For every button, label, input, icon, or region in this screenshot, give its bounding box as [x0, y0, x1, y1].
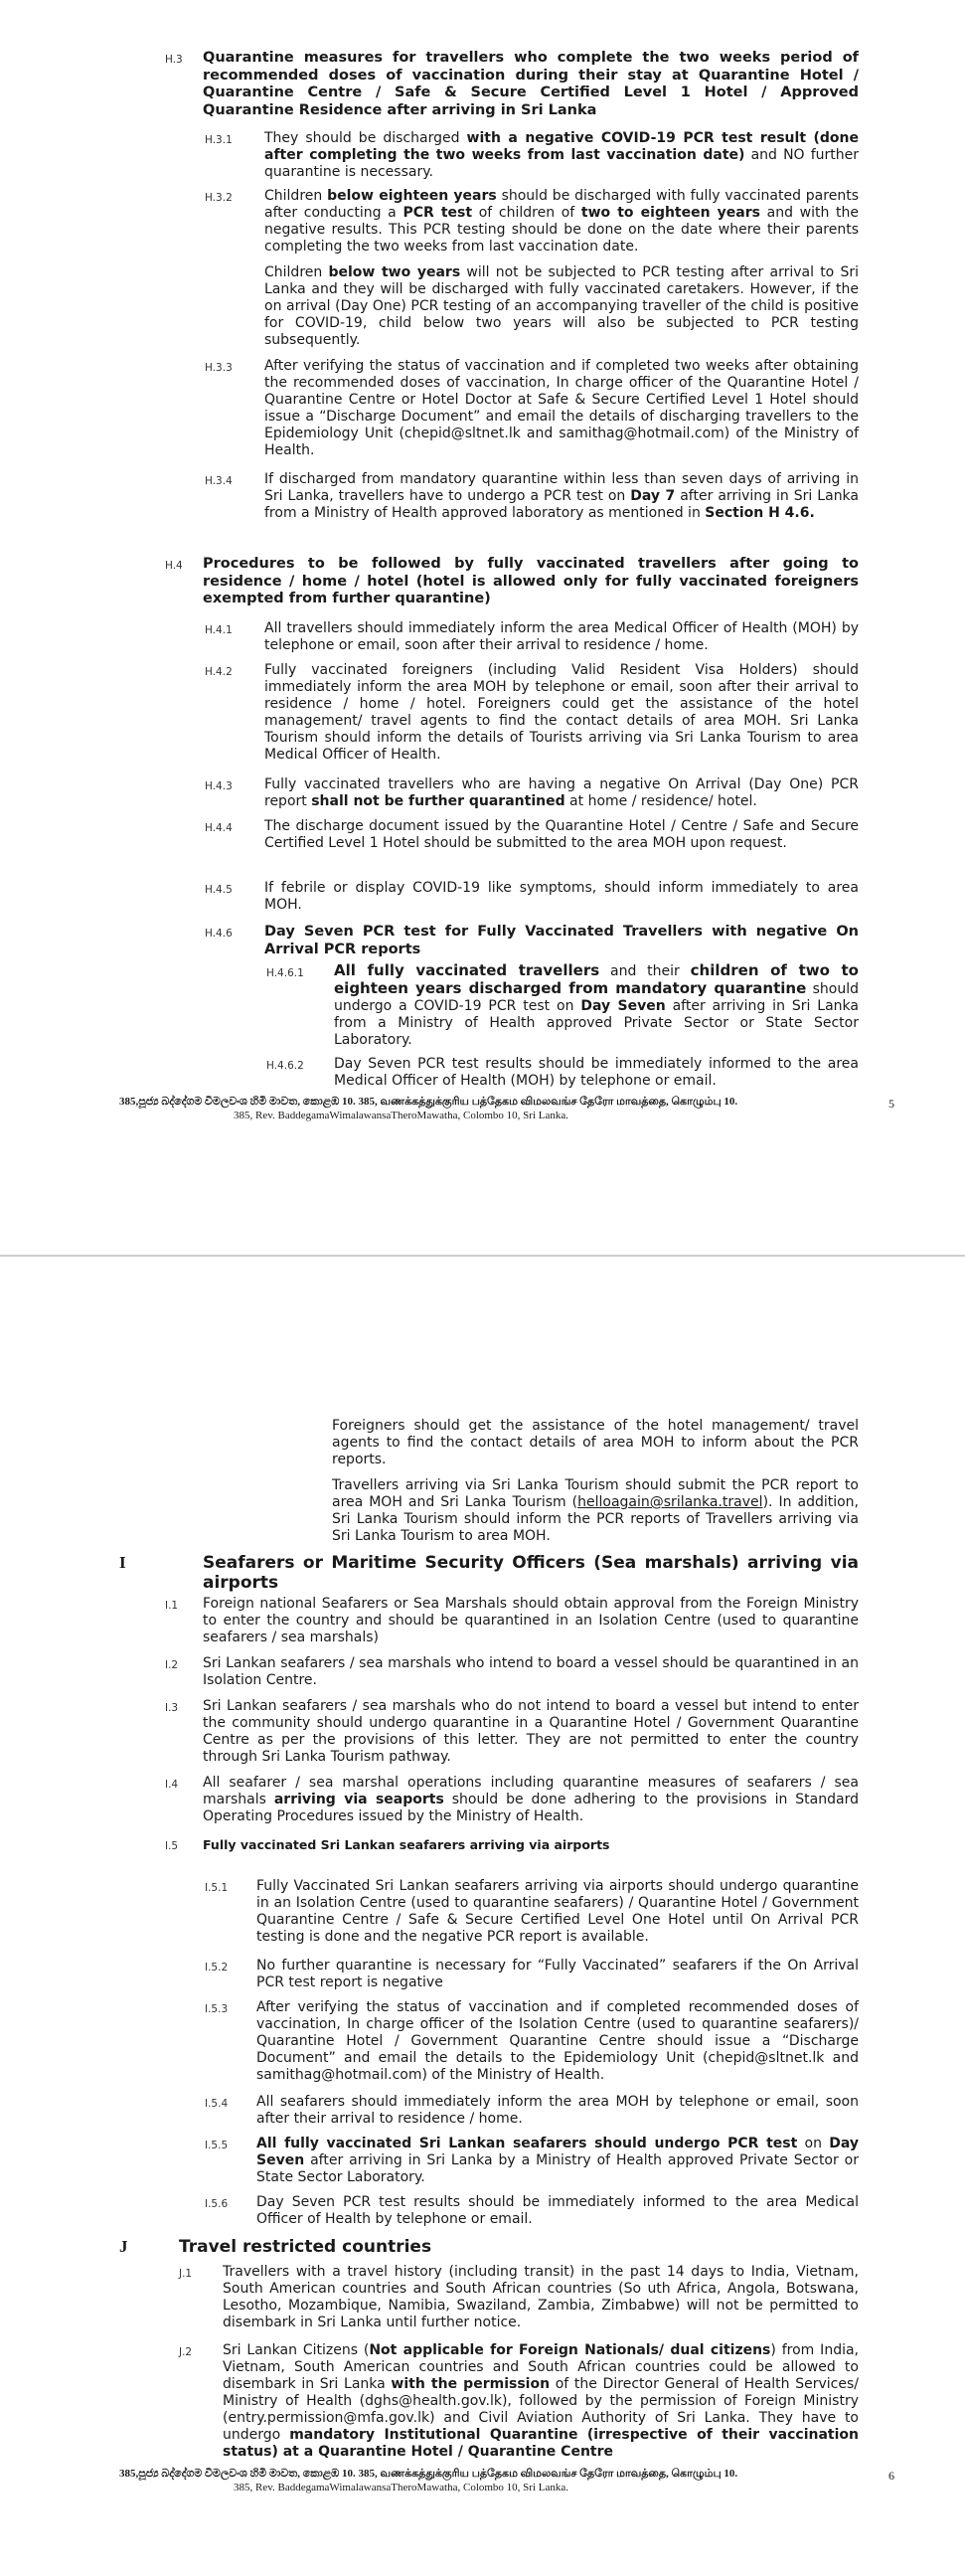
page-number: 6 [888, 2469, 894, 2483]
item-number: I.2 [165, 1659, 179, 1671]
section-letter: I [119, 1553, 126, 1572]
item-number: I.5.2 [205, 1962, 229, 1974]
paragraph-h3-2-children: Children below two years will not be subjected to PCR testing after arrival to Sri Lanka and they will be discharged with fully vaccinated caretakers. However, if the on arrival (Day One) PCR testing of an accompanying traveller of the child is positive for COVID-19, child below two years will also be subjected to PCR testing subsequently. [264, 264, 859, 348]
item-number: H.4.6.2 [266, 1060, 304, 1072]
section-heading-i: Seafarers or Maritime Security Officers (Sea marshals) arriving via airports [203, 1553, 859, 1593]
continued-paragraph-tourism: Travellers arriving via Sri Lanka Tourism should submit the PCR report to area MOH and Sri Lanka Tourism (helloagain@srilanka.travel). In addition, Sri Lanka Tourism should inform the PCR reports of Travellers arriving via Sri Lanka Tourism to area MOH. [332, 1477, 860, 1544]
paragraph-h4-1: All travellers should immediately inform the area Medical Officer of Health (MOH) by telephone or email, soon after their arrival to residence / home. [264, 620, 859, 653]
paragraph-i-5-3: After verifying the status of vaccination and if completed recommended doses of vaccination, In charge officer of the Isolation Centre (used to quarantine seafarers)/ Quarantine Hotel / Government Quarantine Centre should issue a “Discharge Document” and email the details to the Epidemiology Unit (chepid@sltnet.lk and samithag@hotmail.com) of the Ministry of Health. [256, 1999, 859, 2083]
email-link[interactable]: helloagain@srilanka.travel [577, 1494, 763, 1510]
page-separator [0, 1255, 965, 1257]
paragraph-i-5-5: All fully vaccinated Sri Lankan seafarers should undergo PCR test on Day Seven after arriving in Sri Lanka by a Ministry of Health approved Private Sector or State Sector Laboratory. [256, 2136, 859, 2185]
item-number: H.3.3 [205, 362, 233, 374]
paragraph-h3-1: They should be discharged with a negative COVID-19 PCR test result (done after completing the two weeks from last vaccination date) and NO further quarantine is necessary. [264, 130, 859, 180]
paragraph-i-5-6: Day Seven PCR test results should be immediately informed to the area Medical Officer of Health by telephone or email. [256, 2194, 859, 2227]
item-number: H.3.2 [205, 192, 233, 204]
footer-address-english: 385, Rev. BaddegamaWimalawansaTheroMawatha, Colombo 10, Sri Lanka. [234, 1110, 569, 1121]
item-number: J.1 [179, 2268, 193, 2280]
item-number: H.4.5 [205, 884, 233, 896]
item-number: I.5.4 [205, 2098, 229, 2110]
paragraph-h4-3: Fully vaccinated travellers who are having a negative On Arrival (Day One) PCR report shall not be further quarantined at home / residence/ hotel. [264, 776, 859, 809]
page-footer [119, 2467, 894, 2494]
document-page-5 [0, 0, 965, 1255]
paragraph-i-3: Sri Lankan seafarers / sea marshals who do not intend to board a vessel but intend to enter the community should undergo quarantine in a Quarantine Hotel / Government Quarantine Centre as per the provisions of this letter. They are not permitted to enter the country through Sri Lanka Tourism pathway. [203, 1698, 859, 1765]
section-heading-j: Travel restricted countries [179, 2237, 432, 2257]
item-number: H.4.2 [205, 666, 233, 678]
item-number: I.5.5 [205, 2140, 229, 2151]
paragraph-i-5-1: Fully Vaccinated Sri Lankan seafarers arriving via airports should undergo quarantine in an Isolation Centre (used to quarantine seafarers) / Quarantine Hotel / Government Quarantine Centre / Safe & Secure Certified Level One Hotel until On Arrival PCR testing is done and the negative PCR report is available. [256, 1878, 859, 1945]
item-number: H.3.4 [205, 475, 233, 487]
paragraph-h3-3: After verifying the status of vaccination and if completed two weeks after obtaining the recommended doses of vaccination, In charge officer of the Quarantine Hotel / Quarantine Centre or Hotel Doctor at Safe & Secure Certified Level 1 Hotel should issue a “Discharge Document” and email the details of discharging travellers to the Epidemiology Unit (chepid@sltnet.lk and samithag@hotmail.com) of the Ministry of Health. [264, 358, 859, 458]
section-heading-h4: Procedures to be followed by fully vaccinated travellers after going to residence / home / hotel (hotel is allowed only for fully vaccinated foreigners exempted from further quarantine) [203, 556, 859, 606]
paragraph-i-2: Sri Lankan seafarers / sea marshals who intend to board a vessel should be quarantined in an Isolation Centre. [203, 1655, 859, 1688]
paragraph-h3-2: Children below eighteen years should be discharged with fully vaccinated parents after conducting a PCR test of children of two to eighteen years and with the negative results. This PCR testing should be done on the date where their parents completing the two weeks from last vaccination date. [264, 188, 860, 255]
item-number: I.5 [165, 1840, 179, 1852]
paragraph-i-1: Foreign national Seafarers or Sea Marshals should obtain approval from the Foreign Ministry to enter the country and should be quarantined in an Isolation Centre (used to quarantine seafarers / sea marshals) [203, 1596, 859, 1645]
paragraph-h4-6-2: Day Seven PCR test results should be immediately informed to the area Medical Officer of Health (MOH) by telephone or email. [334, 1056, 859, 1089]
paragraph-h4-4: The discharge document issued by the Quarantine Hotel / Centre / Safe and Secure Certified Level 1 Hotel should be submitted to the area MOH upon request. [264, 818, 859, 851]
paragraph-i-5-2: No further quarantine is necessary for “Fully Vaccinated” seafarers if the On Arrival PCR test report is negative [256, 1958, 859, 1990]
footer-address-english: 385, Rev. BaddegamaWimalawansaTheroMawatha, Colombo 10, Sri Lanka. [234, 2482, 569, 2493]
footer-address-local: 385,පූජ්‍ය බද්දේගම විමලවංශ හිමි මාවත, කොළඹ 10. 385, வணக்கத்துக்குரிய பத்தேகம விமலவங்ச தேரோ மாவத்தை, கொழும்பு 10. [119, 2468, 738, 2480]
continued-paragraph: Foreigners should get the assistance of the hotel management/ travel agents to find the contact details of area MOH to inform about the PCR reports. [332, 1418, 859, 1467]
section-letter: J [119, 2237, 128, 2256]
item-number: I.3 [165, 1702, 179, 1714]
footer-address-local: 385,පූජ්‍ය බද්දේගම විමලවංශ හිමි මාවත, කොළඹ 10. 385, வணக்கத்துக்குரிய பத்தேகம விமலவங்ச தேரோ மாவத்தை, கொழும்பு 10. [119, 1096, 738, 1108]
item-number: I.5.3 [205, 2003, 229, 2015]
item-number: H.4.4 [205, 822, 233, 834]
item-number: I.1 [165, 1600, 179, 1612]
section-number: H.4 [165, 560, 183, 572]
subsection-heading-h4-6: Day Seven PCR test for Fully Vaccinated Travellers with negative On Arrival PCR reports [264, 924, 859, 957]
item-number: I.5.1 [205, 1882, 229, 1894]
page-footer [119, 1095, 894, 1122]
paragraph-j-1: Travellers with a travel history (including transit) in the past 14 days to India, Vietnam, South American countries and South African countries (So uth Africa, Angola, Botswana, Lesotho, Mozambique, Namibia, Swaziland, Zambia, Zimbabwe) will not be permitted to disembark in Sri Lanka until further notice. [223, 2264, 859, 2330]
paragraph-i-5-4: All seafarers should immediately inform the area MOH by telephone or email, soon after their arrival to residence / home. [256, 2094, 859, 2127]
paragraph-i-4: All seafarer / sea marshal operations including quarantine measures of seafarers / sea marshals arriving via seaports should be done adhering to the provisions in Standard Operating Procedures issued by the Ministry of Health. [203, 1775, 859, 1824]
paragraph-h4-5: If febrile or display COVID-19 like symptoms, should inform immediately to area MOH. [264, 880, 859, 913]
item-number: H.4.1 [205, 624, 233, 636]
document-page-6 [0, 1258, 965, 2576]
item-number: I.4 [165, 1779, 179, 1791]
section-number: H.3 [165, 54, 183, 66]
item-number: H.4.3 [205, 780, 233, 792]
paragraph-h4-2: Fully vaccinated foreigners (including Valid Resident Visa Holders) should immediately inform the area MOH by telephone or email, soon after their arrival to residence / home / hotel. Foreigners could get the assistance of the hotel management/ travel agents to find the contact details of area MOH. Sri Lanka Tourism should inform the details of Tourists arriving via Sri Lanka Tourism to area Medical Officer of Health. [264, 662, 859, 763]
item-number: J.2 [179, 2346, 193, 2358]
item-number: H.3.1 [205, 134, 233, 146]
item-number: H.4.6.1 [266, 967, 304, 979]
paragraph-j-2: Sri Lankan Citizens (Not applicable for Foreign Nationals/ dual citizens) from India, Vietnam, South American countries and South African countries could be allowed to disembark in Sri Lanka with the permission of the Director General of Health Services/ Ministry of Health (dghs@health.gov.lk), followed by the permission of Foreign Ministry (entry.permission@mfa.gov.lk) and Civil Aviation Authority of Sri Lanka. They have to undergo mandatory Institutional Quarantine (irrespective of their vaccination status) at a Quarantine Hotel / Quarantine Centre [223, 2342, 859, 2460]
subsection-heading-i-5: Fully vaccinated Sri Lankan seafarers arriving via airports [203, 1837, 610, 1852]
item-number: H.4.6 [205, 928, 233, 940]
paragraph-h4-6-1: All fully vaccinated travellers and their children of two to eighteen years discharged from mandatory quarantine should undergo a COVID-19 PCR test on Day Seven after arriving in Sri Lanka from a Ministry of Health approved Private Sector or State Sector Laboratory. [334, 961, 859, 1048]
section-heading-h3: Quarantine measures for travellers who complete the two weeks period of recommended doses of vaccination during their stay at Quarantine Hotel / Quarantine Centre / Safe & Secure Certified Level 1 Hotel / Approved Quarantine Residence after arriving in Sri Lanka [203, 50, 859, 118]
item-number: I.5.6 [205, 2198, 229, 2210]
paragraph-h3-4: If discharged from mandatory quarantine within less than seven days of arriving in Sri Lanka, travellers have to undergo a PCR test on Day 7 after arriving in Sri Lanka from a Ministry of Health approved laboratory as mentioned in Section H 4.6. [264, 471, 860, 521]
page-number: 5 [888, 1097, 894, 1111]
